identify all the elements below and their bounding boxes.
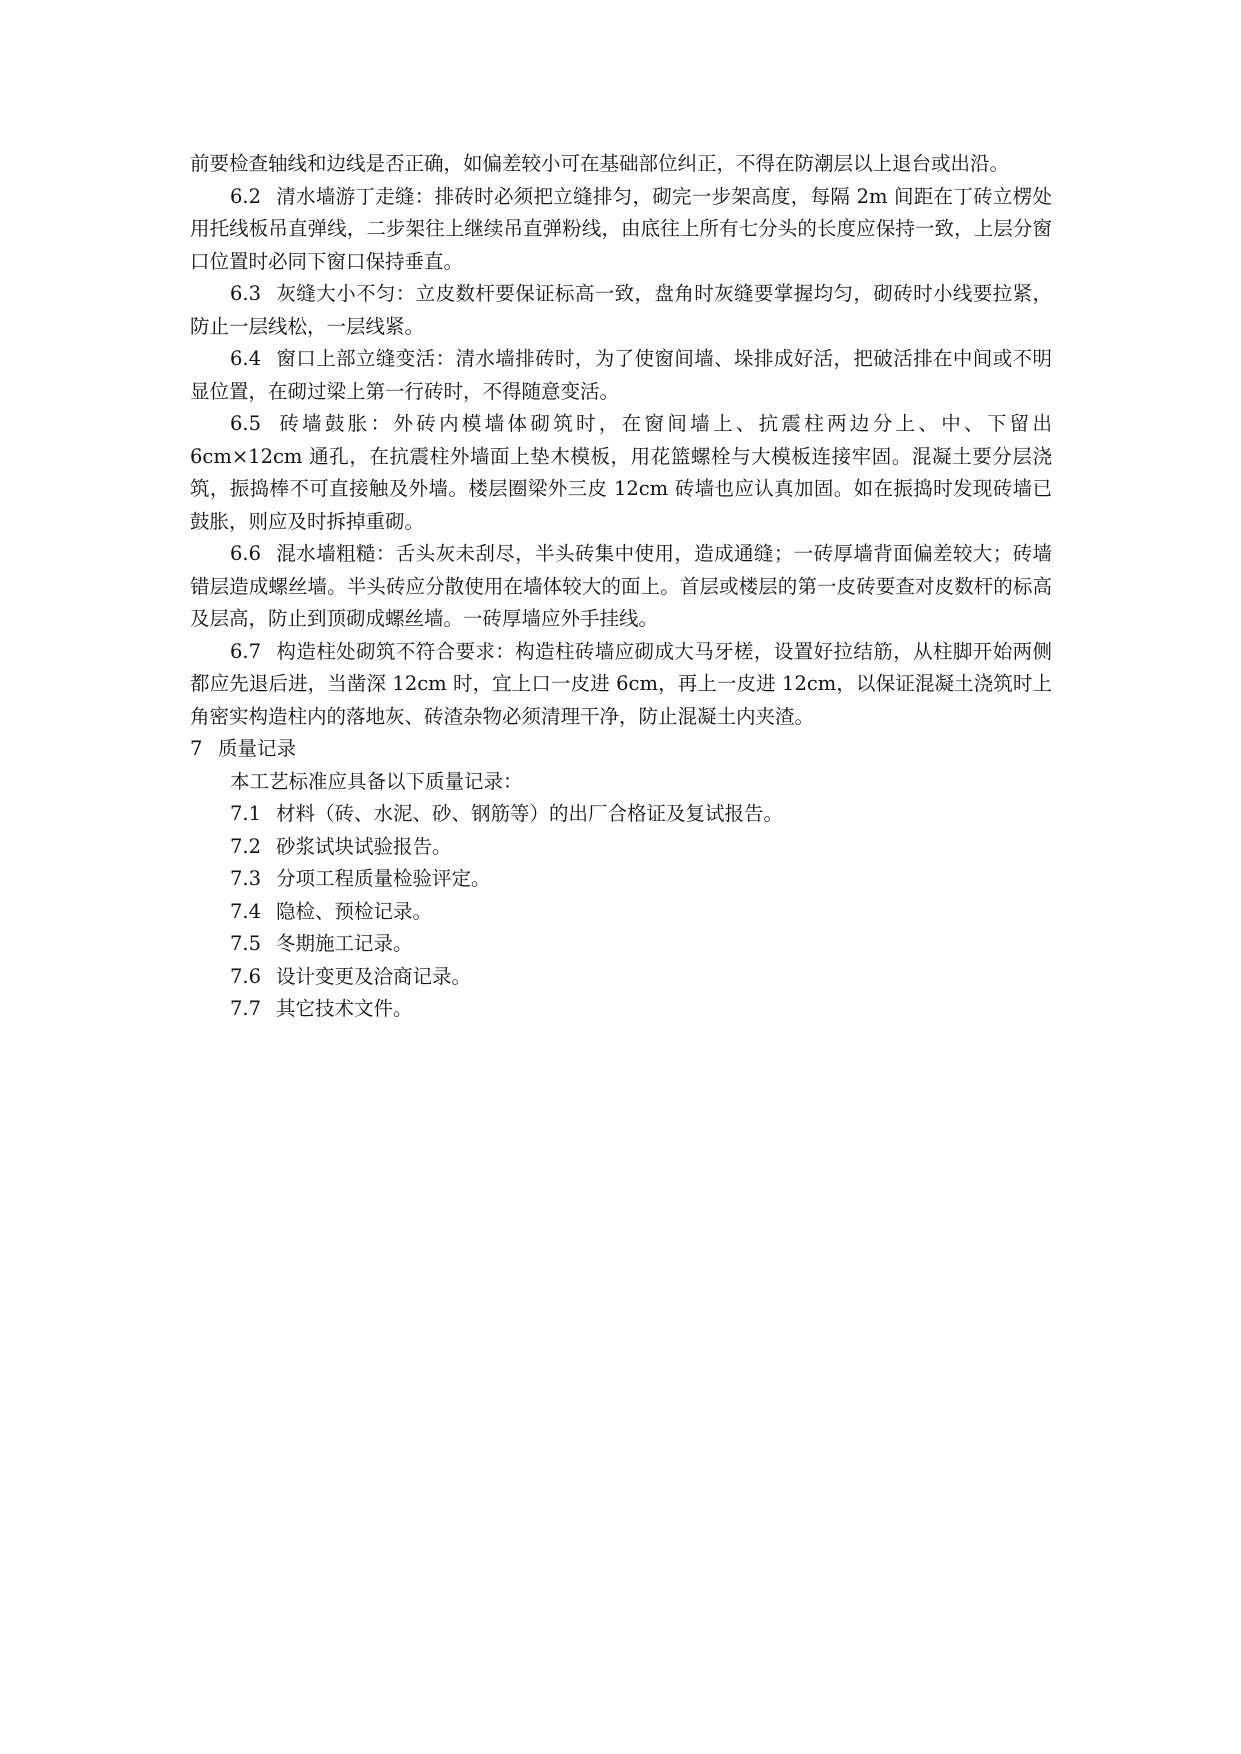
section-7-heading <box>190 733 1052 766</box>
record-text: 隐检、预检记录。 <box>276 899 433 923</box>
item-number: 6.3 <box>230 282 262 305</box>
item-number: 6.7 <box>230 639 262 663</box>
item-number: 6.5 <box>230 412 262 435</box>
record-text: 冬期施工记录。 <box>276 932 413 955</box>
record-number: 7.2 <box>230 834 262 858</box>
item-text: 砖墙鼓胀：外砖内模墙体砌筑时，在窗间墙上、抗震柱两边分上、中、下留出 6cm×12cm 通孔，在抗震柱外墙面上垫木模板，用花篮螺栓与大模板连接牢固。混凝土要分层浇筑，振捣棒不可直接触及外墙。楼层圈梁外三皮 12cm 砖墙也应认真加固。如在振捣时发现砖墙已鼓胀，则应及时拆掉重砌。 <box>190 412 1052 533</box>
item-6-5 <box>190 408 1052 538</box>
item-text: 构造柱处砌筑不符合要求：构造柱砖墙应砌成大马牙槎，设置好拉结筋，从柱脚开始两侧都应先退后进，当凿深 12cm 时，宜上口一皮进 6cm，再上一皮进 12cm，以保证混凝土浇筑时上角密实构造柱内的落地灰、砖渣杂物必须清理干净，防止混凝土内夹渣。 <box>190 639 1053 728</box>
item-number: 6.2 <box>230 184 262 208</box>
record-7-5 <box>190 928 1052 961</box>
record-7-1 <box>190 798 1052 831</box>
item-text: 灰缝大小不匀：立皮数杆要保证标高一致，盘角时灰缝要掌握均匀，砌砖时小线要拉紧，防止一层线松，一层线紧。 <box>190 282 1052 338</box>
document-page <box>190 148 1052 1026</box>
item-number: 6.4 <box>230 347 262 370</box>
item-text: 混水墙粗糙：舌头灰未刮尽，半头砖集中使用，造成通缝；一砖厚墙背面偏差较大；砖墙错层造成螺丝墙。半头砖应分散使用在墙体较大的面上。首层或楼层的第一皮砖要查对皮数杆的标高及层高，防止到顶砌成螺丝墙。一砖厚墙应外手挂线。 <box>190 542 1052 630</box>
item-6-2 <box>190 181 1052 279</box>
record-7-2 <box>190 831 1052 864</box>
item-number: 6.6 <box>230 542 262 565</box>
record-number: 7.4 <box>230 899 262 923</box>
record-text: 其它技术文件。 <box>276 997 413 1020</box>
continued-paragraph: 前要检查轴线和边线是否正确，如偏差较小可在基础部位纠正，不得在防潮层以上退台或出沿。 <box>190 152 1010 175</box>
item-6-3 <box>190 278 1052 343</box>
record-number: 7.6 <box>230 964 262 988</box>
record-number: 7.5 <box>230 932 262 955</box>
record-7-3 <box>190 863 1052 896</box>
record-7-7 <box>190 993 1052 1026</box>
record-7-6 <box>190 961 1052 994</box>
section-number: 7 <box>190 737 203 760</box>
item-text: 清水墙游丁走缝：排砖时必须把立缝排匀，砌完一步架高度，每隔 2m 间距在丁砖立楞处用托线板吊直弹线，二步架往上继续吊直弹粉线，由底往上所有七分头的长度应保持一致，上层分窗口位置时必同下窗口保持垂直。 <box>190 184 1052 273</box>
record-text: 砂浆试块试验报告。 <box>276 834 452 858</box>
item-6-7 <box>190 636 1052 734</box>
section-title: 质量记录 <box>218 737 297 760</box>
record-text: 分项工程质量检验评定。 <box>276 867 491 890</box>
record-number: 7.7 <box>230 997 262 1020</box>
section-7-intro: 本工艺标准应具备以下质量记录： <box>230 769 523 793</box>
record-number: 7.3 <box>230 867 262 890</box>
item-text: 窗口上部立缝变活：清水墙排砖时，为了使窗间墙、垛排成好活，把破活排在中间或不明显位置，在砌过梁上第一行砖时，不得随意变活。 <box>190 347 1052 403</box>
record-text: 设计变更及洽商记录。 <box>276 964 472 988</box>
item-6-4 <box>190 343 1052 408</box>
item-6-6 <box>190 538 1052 636</box>
record-number: 7.1 <box>230 802 262 825</box>
record-7-4 <box>190 896 1052 929</box>
record-text: 材料（砖、水泥、砂、钢筋等）的出厂合格证及复试报告。 <box>276 802 784 825</box>
